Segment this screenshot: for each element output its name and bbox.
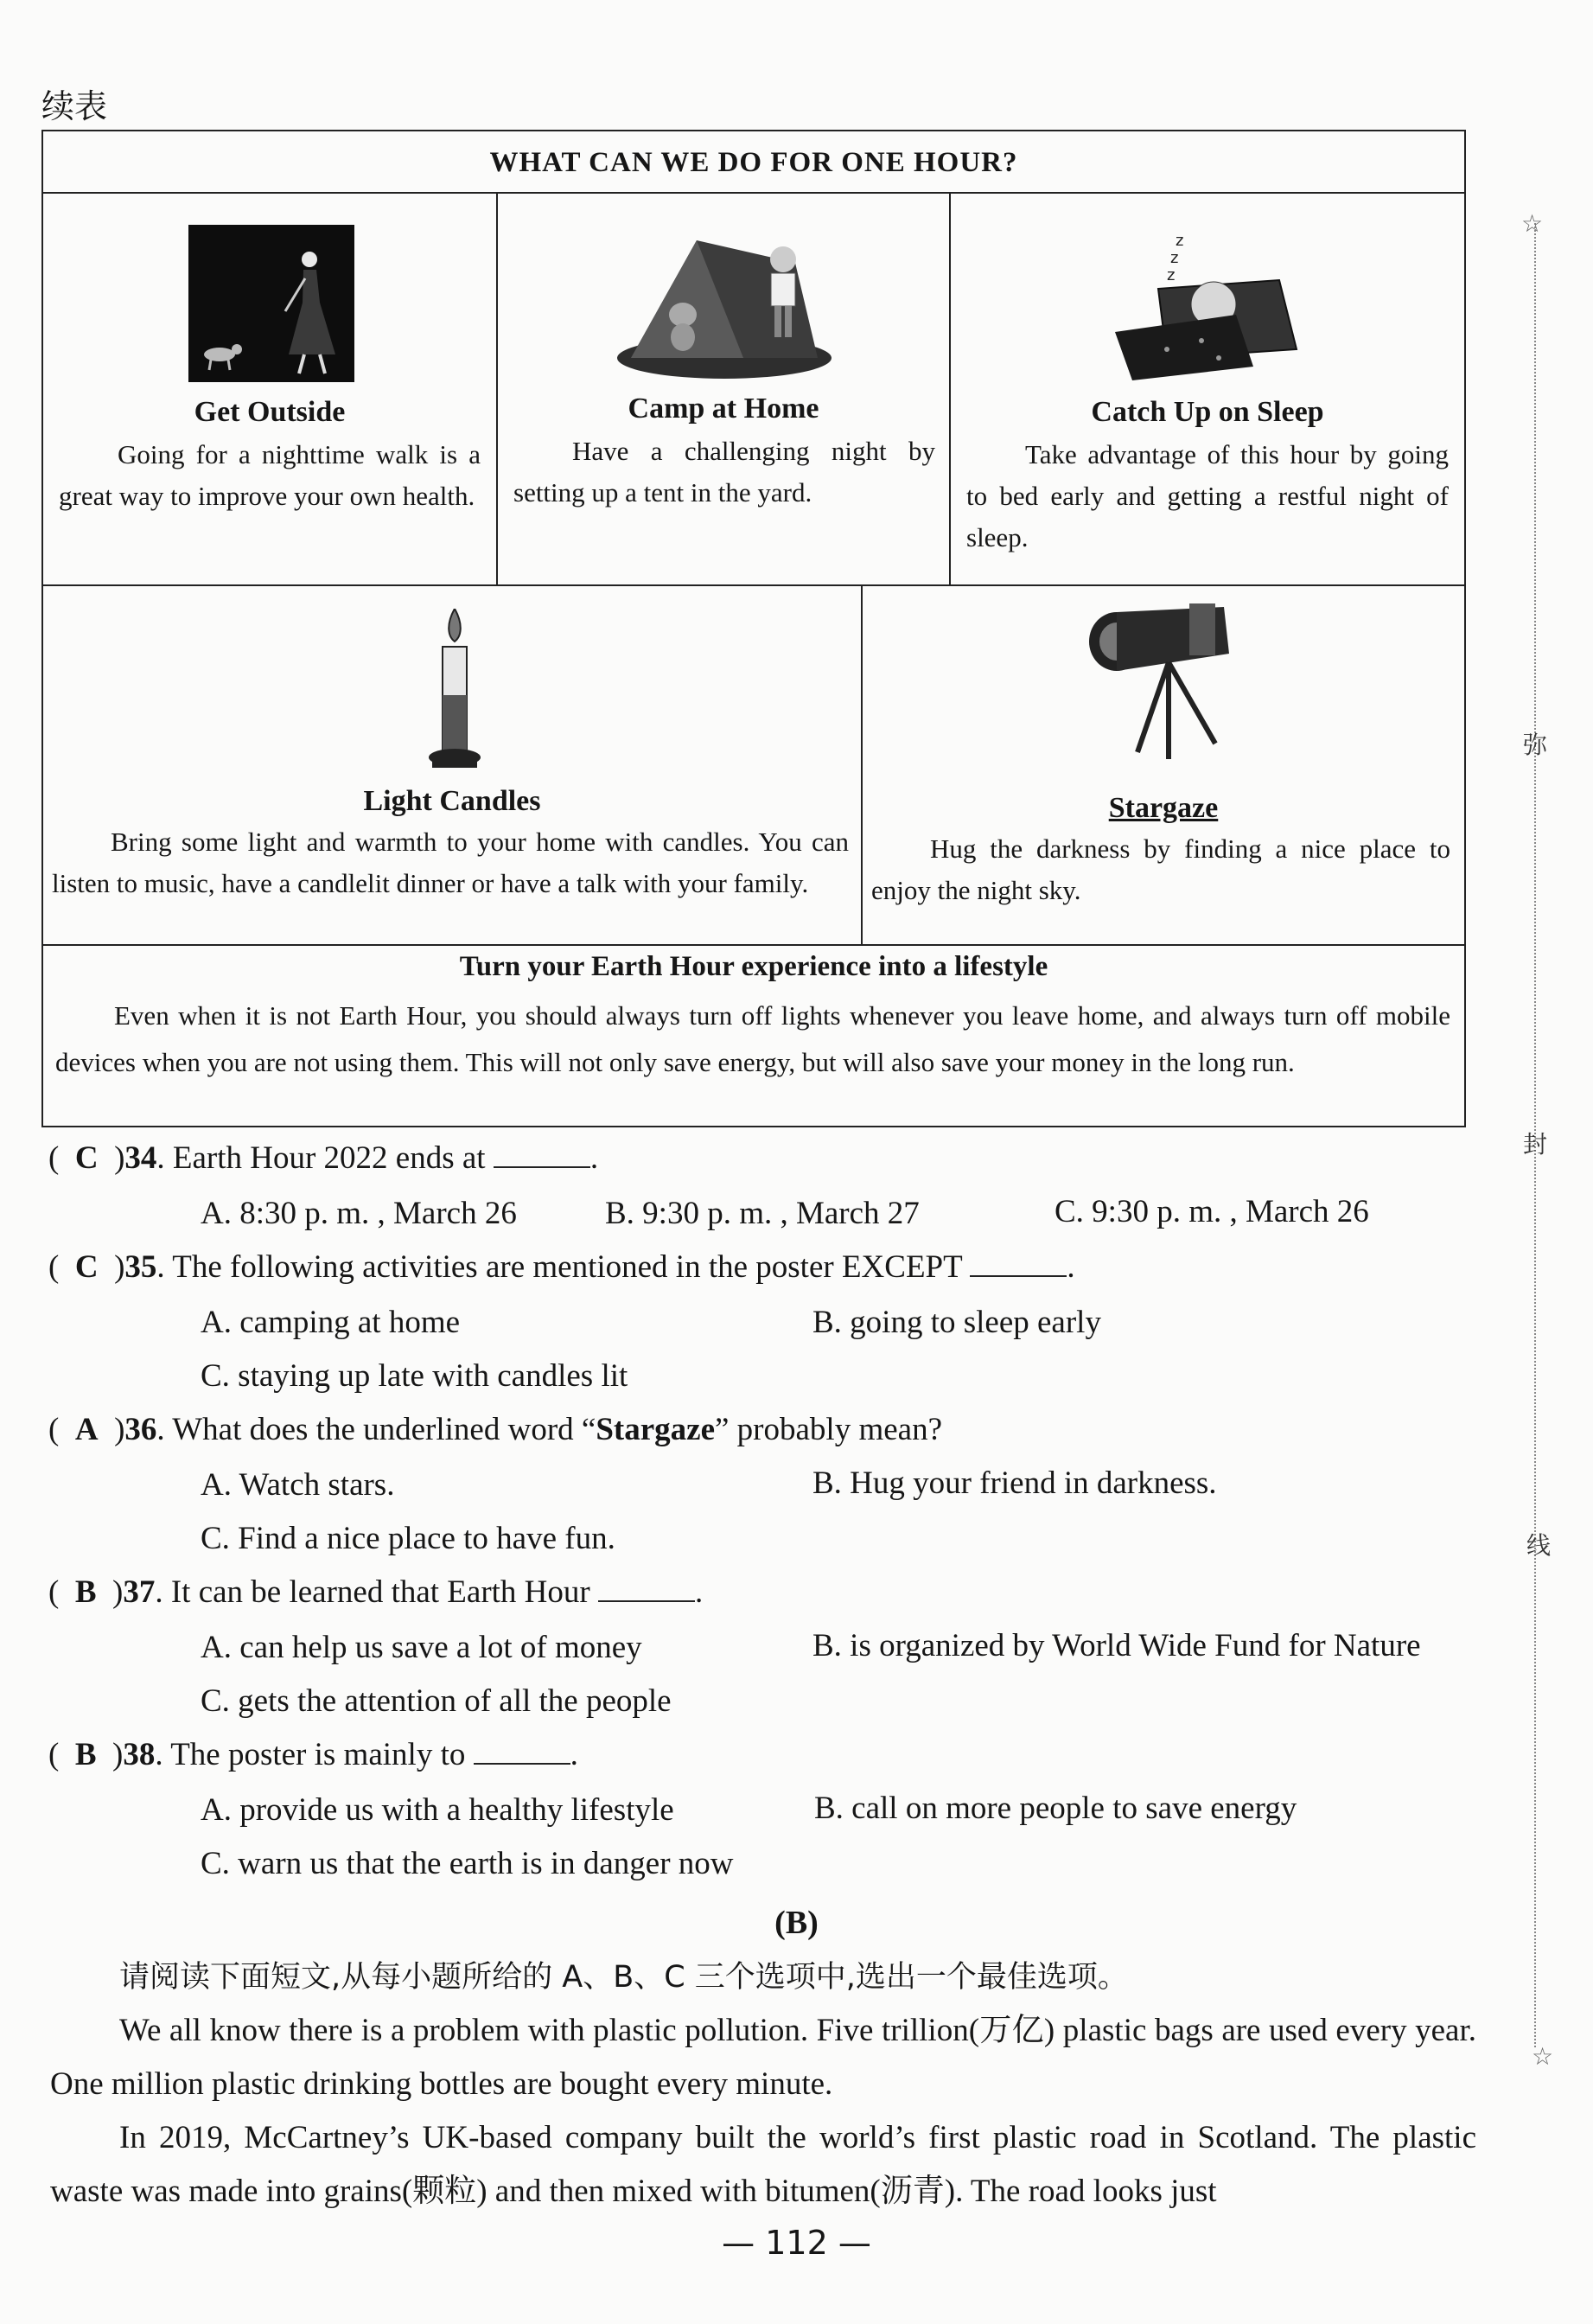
question-stem: Earth Hour 2022 ends at (172, 1140, 486, 1176)
passage-paragraph-2: In 2019, McCartney’s UK-based company built the world’s first plastic road in Scotland. The plastic waste was made into grains(颗粒) and then mixed with bitumen(沥青). The road looks just (50, 2120, 1476, 2209)
question-stem-end: . (694, 1574, 704, 1610)
svg-text:z: z (1170, 249, 1179, 267)
question-number: 36 (124, 1412, 157, 1447)
cell-text-stargaze: Hug the darkness by finding a nice place to enjoy the night sky. (871, 833, 1450, 905)
margin-char-mi: 弥 (1523, 731, 1548, 759)
tent-illustration (614, 228, 835, 380)
cell-title-camp-at-home: Camp at Home (628, 393, 819, 425)
night-walk-illustration (188, 225, 354, 382)
question-37: ( B )37. It can be learned that Earth Hour . (48, 1574, 704, 1610)
star-icon: ☆ (1521, 211, 1544, 238)
option-c: C. gets the attention of all the people (201, 1683, 672, 1719)
option-b: B. 9:30 p. m. , March 27 (605, 1196, 920, 1231)
option-c: C. staying up late with candles lit (201, 1358, 628, 1394)
question-keyword: Stargaze (596, 1412, 715, 1447)
section-heading: (B) (774, 1905, 819, 1941)
question-stem: The poster is mainly to (170, 1737, 466, 1772)
question-stem-end: . (589, 1140, 599, 1176)
margin-char-xian: 线 (1526, 1531, 1552, 1560)
answer: C (74, 1140, 99, 1176)
option-a: A. can help us save a lot of money (201, 1630, 642, 1665)
option-c: C. 9:30 p. m. , March 26 (1055, 1194, 1369, 1229)
cell-title-light-candles: Light Candles (363, 785, 541, 817)
section-instruction: 请阅读下面短文,从每小题所给的 A、B、C 三个选项中,选出一个最佳选项。 (119, 1960, 1128, 1995)
cell-text-get-outside: Going for a nighttime walk is a great way to improve your own health. (59, 439, 481, 511)
svg-text:z: z (1176, 232, 1184, 250)
question-stem-end: . (570, 1737, 578, 1772)
question-stem: It can be learned that Earth Hour (170, 1574, 590, 1610)
star-icon: ☆ (1532, 2044, 1554, 2071)
option-c: C. Find a nice place to have fun. (201, 1521, 615, 1556)
option-a: A. provide us with a healthy lifestyle (201, 1792, 674, 1828)
earth-hour-poster (41, 130, 1466, 1127)
answer: A (74, 1412, 99, 1447)
answer-blank (474, 1737, 570, 1765)
option-b: B. is organized by World Wide Fund for Nature (812, 1628, 1421, 1663)
option-b: B. Hug your friend in darkness. (812, 1465, 1217, 1501)
margin-char-feng: 封 (1523, 1130, 1548, 1159)
answer: B (74, 1737, 97, 1772)
question-stem-end: . (1067, 1249, 1075, 1285)
poster-footer-title: Turn your Earth Hour experience into a lifestyle (459, 951, 1048, 982)
question-stem-end: ” probably mean? (715, 1412, 942, 1447)
sleeping-girl-illustration (1106, 228, 1305, 384)
question-stem: The following activities are mentioned in the poster EXCEPT (172, 1249, 963, 1285)
option-b: B. going to sleep early (812, 1305, 1101, 1340)
answer: B (74, 1574, 97, 1610)
poster-footer-text: Even when it is not Earth Hour, you should always turn off lights whenever you leave home, and always turn off mobile devices when you are not using them. This will not only save energy, but will also save your money in the long run. (55, 1000, 1450, 1077)
question-number: 35 (124, 1249, 157, 1285)
continuation-label: 续表 (41, 87, 108, 125)
cell-text-camp-at-home: Have a challenging night by setting up a tent in the yard. (513, 436, 935, 508)
telescope-illustration (1086, 597, 1241, 769)
question-number: 38 (123, 1737, 156, 1772)
answer-blank (970, 1249, 1067, 1277)
question-stem: What does the underlined word “ (172, 1412, 596, 1447)
answer: C (74, 1249, 99, 1285)
cell-title-get-outside: Get Outside (194, 396, 346, 428)
cell-title-catch-up-on-sleep: Catch Up on Sleep (1091, 396, 1324, 428)
candle-illustration (420, 609, 489, 771)
question-34: ( C )34. Earth Hour 2022 ends at . (48, 1140, 599, 1176)
option-c: C. warn us that the earth is in danger now (201, 1846, 734, 1881)
cell-text-catch-up-on-sleep: Take advantage of this hour by going to bed early and getting a restful night of sleep. (966, 439, 1449, 552)
option-a: A. Watch stars. (201, 1467, 395, 1503)
option-a: A. 8:30 p. m. , March 26 (201, 1196, 517, 1231)
passage-paragraph-1: We all know there is a problem with plastic pollution. Five trillion(万亿) plastic bags are used every year. One million plastic drinking bottles are bought every minute. (50, 2013, 1476, 2102)
page-number: — 112 — (722, 2224, 871, 2262)
cell-title-stargaze: Stargaze (1108, 792, 1219, 824)
question-number: 34 (124, 1140, 157, 1176)
option-a: A. camping at home (201, 1305, 461, 1340)
answer-blank (494, 1140, 590, 1168)
option-b: B. call on more people to save energy (814, 1791, 1297, 1826)
question-35: ( C )35. The following activities are mentioned in the poster EXCEPT . (48, 1249, 1075, 1285)
poster-title: WHAT CAN WE DO FOR ONE HOUR? (489, 147, 1018, 178)
question-36: ( A )36. What does the underlined word “Stargaze” probably mean? (48, 1412, 942, 1447)
answer-blank (598, 1574, 695, 1602)
question-38: ( B )38. The poster is mainly to . (48, 1737, 578, 1772)
question-number: 37 (123, 1574, 156, 1610)
svg-text:z: z (1167, 266, 1176, 284)
cell-text-light-candles: Bring some light and warmth to your home with candles. You can listen to music, have a candlelit dinner or have a talk with your family. (52, 827, 849, 898)
